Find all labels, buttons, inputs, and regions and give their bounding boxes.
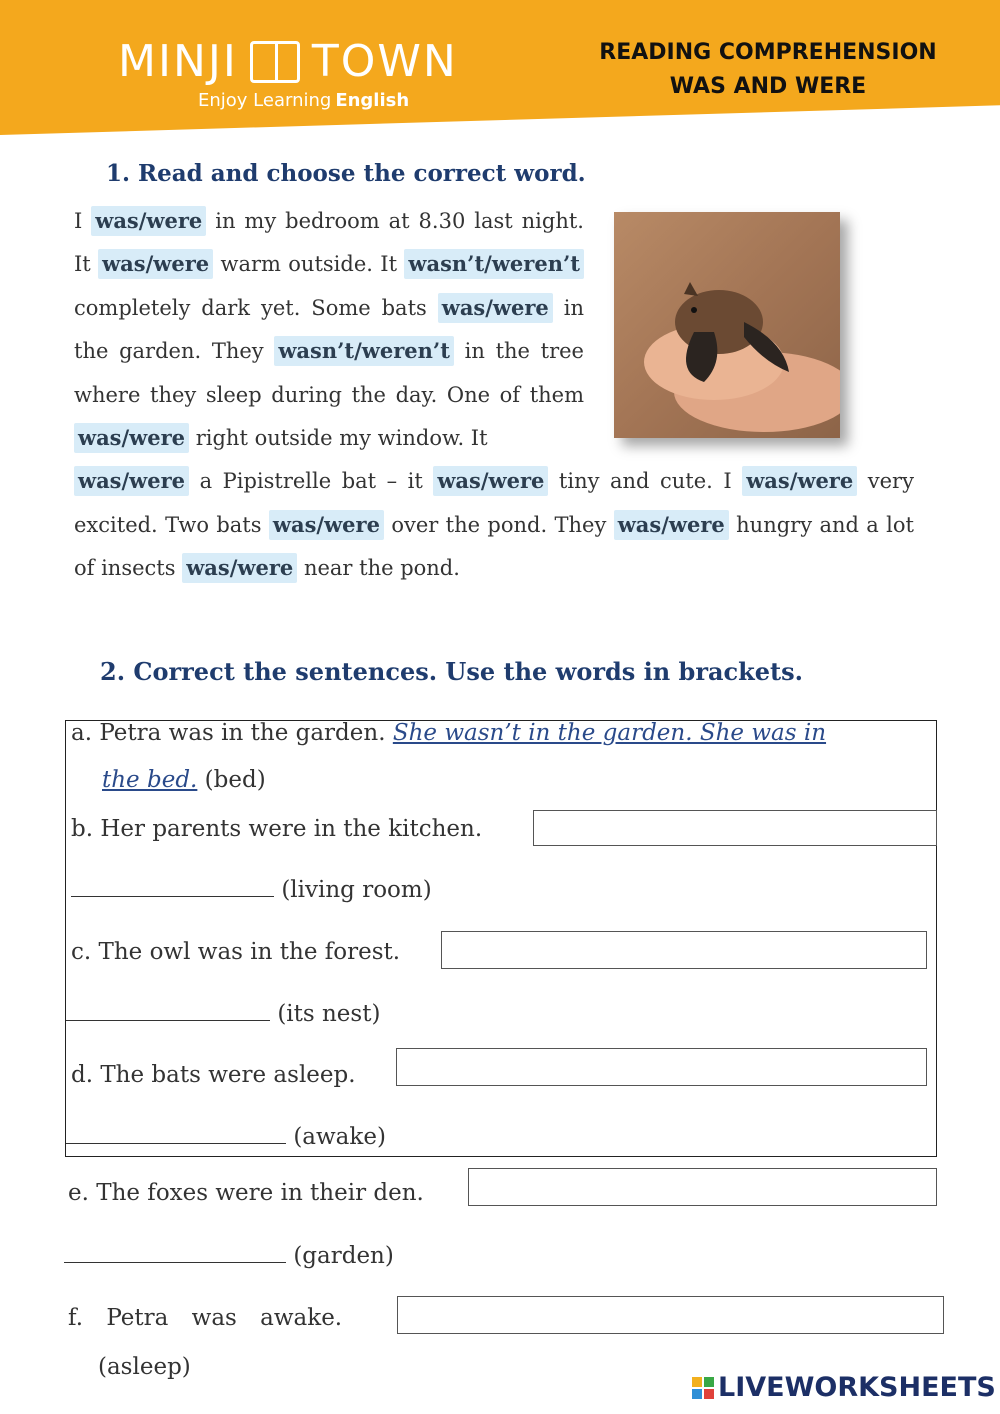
item-d: d. The bats were asleep.: [71, 1062, 356, 1088]
answer-b-input[interactable]: [533, 810, 937, 846]
item-b-hint: (living room): [71, 877, 432, 903]
example-answer-2: the bed.: [102, 767, 198, 793]
choice-5[interactable]: wasn’t/weren’t: [274, 336, 454, 366]
blank-line: [66, 1143, 286, 1144]
choice-12[interactable]: was/were: [182, 553, 297, 583]
item-f: f. Petra was awake.: [68, 1305, 343, 1331]
choice-9[interactable]: was/were: [742, 466, 857, 496]
choice-1[interactable]: was/were: [91, 206, 206, 236]
choice-8[interactable]: was/were: [433, 466, 548, 496]
answer-e-input[interactable]: [468, 1168, 937, 1206]
choice-7[interactable]: was/were: [74, 466, 189, 496]
book-icon: [250, 41, 300, 83]
footer-brand: LIVEWORKSHEETS: [692, 1372, 996, 1403]
passage-wide: was/were a Pipistrelle bat – it was/were tiny and cute. I was/were very excited. Two bats was/were over the pond. They was/were hungry and a lot of insects was/were near the pond.: [74, 460, 914, 590]
bat-photo: [614, 212, 840, 438]
item-e: e. The foxes were in their den.: [68, 1180, 424, 1206]
blank-line: [66, 1020, 270, 1021]
brand-right: TOWN: [311, 36, 458, 87]
item-e-hint: (garden): [64, 1243, 394, 1269]
item-a: a. Petra was in the garden. She wasn’t in the garden. She was in: [71, 720, 827, 746]
answer-c-input[interactable]: [441, 931, 927, 969]
choice-11[interactable]: was/were: [614, 510, 729, 540]
choice-6[interactable]: was/were: [74, 423, 189, 453]
choice-4[interactable]: was/were: [438, 293, 553, 323]
bat-icon: [614, 212, 840, 438]
worksheet-title: READING COMPREHENSION WAS AND WERE: [599, 40, 937, 99]
choice-10[interactable]: was/were: [269, 510, 384, 540]
item-f-hint: (asleep): [98, 1354, 191, 1380]
item-d-hint: (awake): [66, 1124, 386, 1150]
item-c-hint: (its nest): [66, 1001, 380, 1027]
choice-3[interactable]: wasn’t/weren’t: [404, 249, 584, 279]
example-answer-1: She wasn’t in the garden. She was in: [392, 720, 827, 746]
answer-f-input[interactable]: [397, 1296, 944, 1334]
item-a-cont: the bed. (bed): [102, 767, 266, 793]
blank-line: [71, 896, 274, 897]
brand-logo: [118, 36, 458, 87]
tagline: Enjoy Learning English: [198, 90, 410, 111]
blank-line: [64, 1262, 286, 1263]
item-b: b. Her parents were in the kitchen.: [71, 816, 483, 842]
item-c: c. The owl was in the forest.: [71, 939, 401, 965]
section1-title: 1. Read and choose the correct word.: [106, 160, 586, 187]
section2-title: 2. Correct the sentences. Use the words in brackets.: [100, 657, 803, 686]
reading-passage: I was/were in my bedroom at 8.30 last night. It was/were warm outside. It wasn’t/weren’t completely dark yet. Some bats was/were in the garden. They wasn’t/weren’t in the tree where they sleep during the day. One of them was/were right outside my window. It was/were a Pipistrelle bat – it was/were tiny and cute. I was/were very excited. Two bats was/were over the pond. They was/were hungry and a lot of insects was/were near the pond.: [74, 200, 584, 591]
answer-d-input[interactable]: [396, 1048, 927, 1086]
brand-left: MINJI: [118, 36, 238, 87]
choice-2[interactable]: was/were: [98, 249, 213, 279]
liveworksheets-logo-icon: [692, 1377, 714, 1399]
